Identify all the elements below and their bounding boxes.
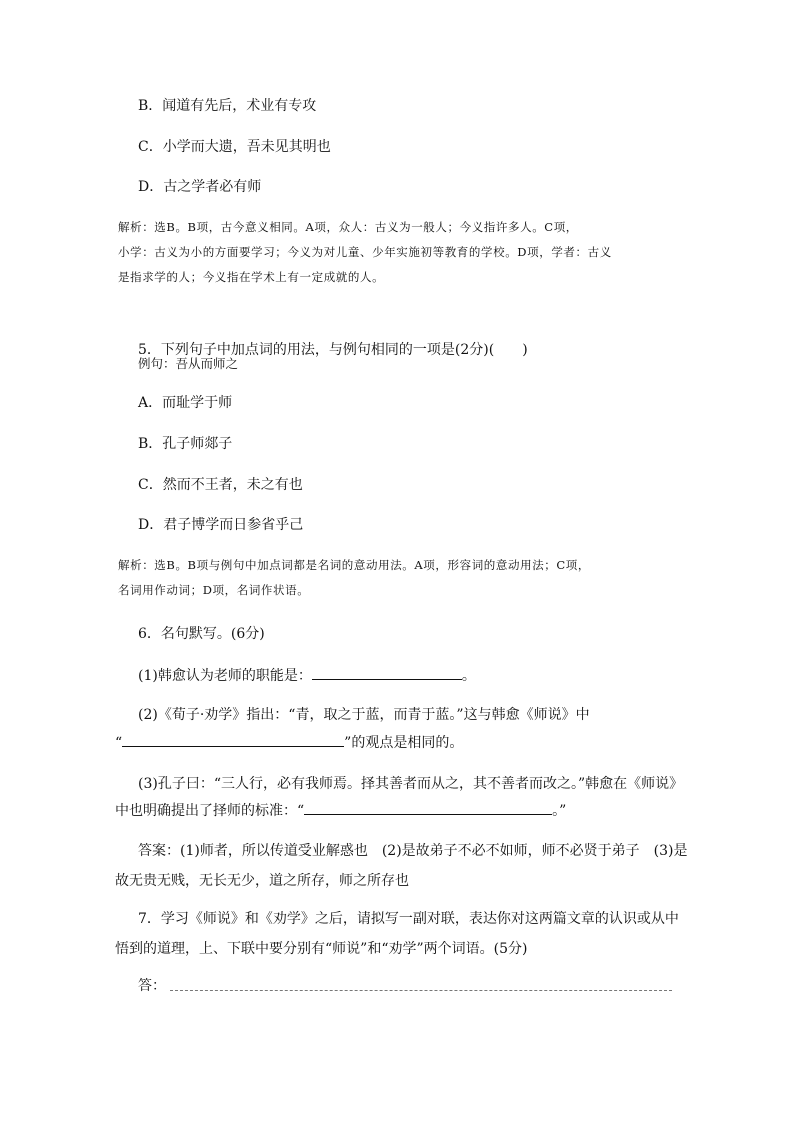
q6-answer-line: 故无贵无贱，无长无少，道之所存，师之所存也 <box>115 873 409 889</box>
q5-option-c: C．然而不王者，未之有也 <box>138 477 303 493</box>
q5-option-b: B．孔子师郯子 <box>138 436 233 452</box>
q6-item2-prefix: “ <box>115 735 123 751</box>
q5-explanation-line: 名词用作动词；D项，名词作状语。 <box>118 583 310 597</box>
q6-item3-suffix: 。” <box>552 803 567 819</box>
q6-item1-suffix: 。 <box>461 668 476 684</box>
q5-question: 5．下列句子中加点词的用法，与例句相同的一项是(2分)( ) <box>138 342 528 358</box>
q4-explanation-line: 是指求学的人；今义指在学术上有一定成就的人。 <box>118 270 385 284</box>
q6-item1-prefix: (1)韩愈认为老师的职能是： <box>138 668 312 684</box>
q5-example: 例句：吾从而师之 <box>138 356 239 371</box>
q6-item1-blank[interactable] <box>312 665 462 680</box>
q6-item2-suffix: ”的观点是相同的。 <box>344 735 464 751</box>
q4-option-b: B．闻道有先后，术业有专攻 <box>138 98 317 114</box>
q6-item2-line1: (2)《荀子·劝学》指出：“青，取之于蓝，而青于蓝。”这与韩愈《师说》中 <box>138 707 590 723</box>
q6-item3-line1: (3)孔子曰：“三人行，必有我师焉。择其善者而从之，其不善者而改之。”韩愈在《师说》 <box>138 776 684 792</box>
q4-explanation-line: 解析：选B。B项，古今意义相同。A项，众人：古义为一般人；今义指许多人。C项， <box>118 220 578 234</box>
q5-option-d: D．君子博学而日参省乎己 <box>138 517 304 533</box>
q6-item2-blank[interactable] <box>122 732 344 747</box>
q7-question-line: 7．学习《师说》和《劝学》之后，请拟写一副对联，表达你对这两篇文章的认识或从中 <box>138 911 679 927</box>
q6-item3-line2 <box>115 800 566 821</box>
q6-item3-blank[interactable] <box>304 800 552 815</box>
q4-option-d: D．古之学者必有师 <box>138 179 262 195</box>
q5-explanation <box>118 553 678 603</box>
q6-item1 <box>138 665 476 686</box>
q6-answer-line: 答案：(1)师者，所以传道受业解惑也 (2)是故弟子不必不如师，师不必贤于弟子 (3)是 <box>138 843 688 859</box>
q6-title: 6．名句默写。(6分) <box>138 626 265 642</box>
q7-question <box>115 904 690 964</box>
q4-option-c: C．小学而大遗，吾未见其明也 <box>138 139 331 155</box>
q4-explanation-line: 小学：古义为小的方面要学习；今义为对儿童、少年实施初等教育的学校。D项，学者：古义 <box>118 245 612 259</box>
q6-answer <box>115 836 690 896</box>
q7-question-line: 悟到的道理，上、下联中要分别有“师说”和“劝学”两个词语。(5分) <box>115 941 528 957</box>
q7-answer-line[interactable] <box>170 990 672 991</box>
q6-item2-line2 <box>115 732 463 753</box>
q6-item3-prefix: 中也明确提出了择师的标准：“ <box>115 803 305 819</box>
q5-option-a: A．而耻学于师 <box>138 395 233 411</box>
q5-explanation-line: 解析：选B。B项与例句中加点词都是名词的意动用法。A项，形容词的意动用法；C项， <box>118 558 591 572</box>
q7-answer-label: 答： <box>138 978 166 994</box>
q4-explanation <box>118 215 678 290</box>
